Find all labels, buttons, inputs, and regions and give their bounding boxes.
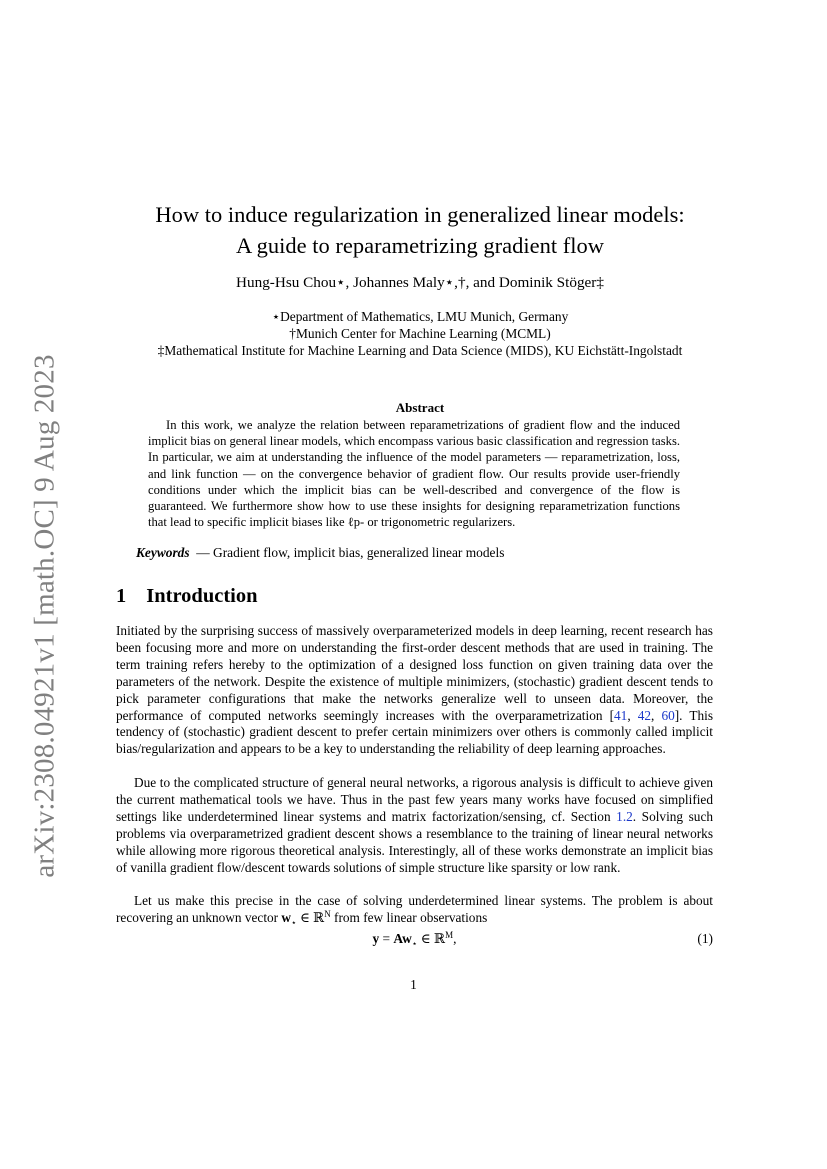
intro-paragraph-1: Initiated by the surprising success of massively overparameterized models in deep learning, recent research has been focusing more and more on understanding the first-order descent methods that are used in training. The term training refers hereby to the optimization of a designed loss function on given training data over the parameters of the network. Despite the existence of multiple minimizers, (stochastic) gradient descent tends to pick parameter configurations that make the networks generalize well to unseen data. Moreover, the performance of computed networks seemingly increases with the overparametrization [41, 42, 60]. This tendency of (stochastic) gradient descent to prefer certain minimizers over others is commonly called implicit bias/regularization and appears to be a key to understanding the reliability of deep learning approaches. — [116, 623, 713, 757]
keywords-label: Keywords — [136, 545, 190, 560]
section-heading — [116, 585, 258, 608]
equation-number: (1) — [697, 931, 713, 946]
para3-text-b: from few linear observations — [330, 909, 488, 925]
paper-title-line-1: How to induce regularization in generalized linear models: — [155, 202, 685, 227]
para1-text-b: ]. This tendency of (stochastic) gradient descent to prefer certain minimizers over others is commonly called implicit bias/regularization and appears to be a key to understanding the reliability of deep learning approaches. — [116, 707, 713, 757]
affiliation-1: ⋆Department of Mathematics, LMU Munich, Germany — [271, 309, 569, 324]
citation-42[interactable]: 42 — [637, 707, 652, 723]
page-number: 1 — [410, 977, 417, 992]
intro-paragraph-3 — [116, 893, 713, 931]
keywords-text: — Gradient flow, implicit bias, generalized linear models — [196, 545, 505, 560]
section-number: 1 — [116, 585, 127, 607]
abstract-heading: Abstract — [395, 400, 445, 415]
section-title: Introduction — [146, 585, 258, 607]
section-link[interactable]: 1.2 — [616, 808, 633, 824]
para2-text-b: . Solving such problems via overparametrized gradient descent shows a resemblance to the training of linear neural networks while allowing more rigorous theoretical analysis. Interestingly, all of these works demonstrate an implicit bias of vanilla gradient flow/descent towards solutions of simple structure like sparsity or low rank. — [116, 808, 713, 875]
affiliation-2: †Munich Center for Machine Learning (MCML) — [289, 326, 551, 341]
abstract-text: In this work, we analyze the relation between reparametrizations of gradient flow and the induced implicit bias on general linear models, which encompass various basic classification and regression tasks. In particular, we aim at understanding the influence of the model parameters — reparametrization, loss, and link function — on the convergence behavior of gradient flow. Our results provide user-friendly conditions under which the implicit bias can be well-described and convergence of the flow is guaranteed. We furthermore show how to use these insights for designing reparametrization functions that lead to specific implicit biases like ℓp- or trigonometric regularizers. — [148, 418, 680, 530]
intro-paragraph-2 — [116, 775, 713, 876]
paper-title-line-2: A guide to reparametrizing gradient flow — [236, 233, 604, 258]
para2-text-a: Due to the complicated structure of general neural networks, a rigorous analysis is difficult to achieve given the current mathematical tools we have. Thus in the past few years many works have focused on simplified settings like underdetermined linear systems and matrix factorization/sensing, cf. Section — [116, 775, 713, 824]
para1-text-a: Initiated by the surprising success of massively overparameterized models in deep learning, recent research has been focusing more and more on understanding the first-order descent methods that are used in training. The term training refers hereby to the optimization of a designed loss function on given training data over the parameters of the network. Despite the existence of multiple minimizers, (stochastic) gradient descent tends to pick parameter configurations that make the networks generalize well to unseen data. Moreover, the performance of computed networks seemingly increases with the overparametrization [ — [116, 623, 713, 723]
keywords — [136, 545, 504, 561]
authors: Hung-Hsu Chou⋆, Johannes Maly⋆,†, and Dominik Stöger‡ — [236, 274, 604, 291]
para3-text-a: Let us make this precise in the case of solving underdetermined linear systems. The problem is about recovering an unknown vector — [116, 893, 713, 925]
equation-math: $y = Aw_⋆$ ∈ ℝ$^M$, — [372, 930, 457, 949]
vector-math: $w_⋆$ ∈ ℝ$^N$ — [281, 908, 331, 928]
affiliation-3: ‡Mathematical Institute for Machine Learning and Data Science (MIDS), KU Eichstätt-Ingolstadt — [157, 343, 683, 358]
citation-41[interactable]: 41 — [614, 707, 628, 723]
arxiv-identifier: arXiv:2308.04921v1 [math.OC] 9 Aug 2023 — [28, 354, 61, 878]
citation-60[interactable]: 60 — [661, 707, 675, 723]
